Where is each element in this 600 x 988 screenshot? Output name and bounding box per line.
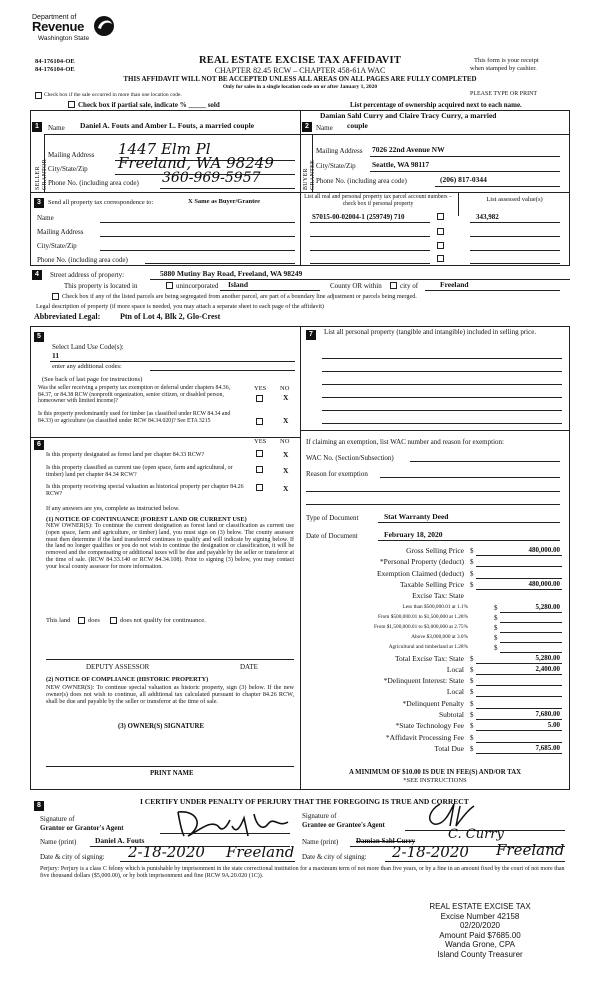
correspondence-label: Send all property tax correspondence to: [48,199,154,206]
segregated-checkbox[interactable] [52,293,59,300]
seller-name-label: Name [48,124,65,132]
tax-row-currency: $ [494,634,498,643]
tax-row-currency: $ [470,665,474,674]
reason-label: Reason for exemption [306,470,368,478]
doc-date-label: Date of Document [306,532,358,540]
stamp-line-1: REAL ESTATE EXCISE TAX [429,902,531,911]
tax-row-currency: $ [470,688,474,697]
buyer-citystate-label: City/State/Zip [316,162,356,170]
designation-q3-yes-checkbox[interactable] [256,484,263,491]
tax-row-value[interactable]: 5,280.00 [535,602,560,611]
assessed-value[interactable]: 343,982 [476,213,499,221]
land-use-q1-answer[interactable]: X [283,393,289,402]
partial-sale-checkbox[interactable] [68,101,75,108]
multi-location-checkbox[interactable] [35,92,42,99]
see-back-label: (See back of last page for instructions) [42,376,143,383]
form-warning: THIS AFFIDAVIT WILL NOT BE ACCEPTED UNLESS ALL AREAS ON ALL PAGES ARE FULLY COMPLETED [123,75,477,83]
grantor-date[interactable]: 2-18-2020 [128,843,205,861]
grantee-date[interactable]: 2-18-2020 [392,843,469,861]
street-label: Street address of property: [50,271,125,279]
tax-row-currency: $ [470,654,474,663]
designation-q3-answer[interactable]: X [283,484,289,493]
grantee-sig-label2: Grantee or Grantee's Agent [302,821,385,829]
yes-header-5: YES [254,385,267,392]
located-label: This property is located in [64,282,138,290]
assessed-header: List assessed value(s) [486,196,543,203]
tax-row-label: Less than $500,000.01 at 1.1% [402,603,468,610]
seller-phone[interactable]: 360-969-5957 [162,170,261,186]
tax-row-label: Above $3,000,000 at 3.0% [411,634,468,641]
grantor-date-label: Date & city of signing: [40,853,105,861]
designation-q2-answer[interactable]: X [283,466,289,475]
land-not-qualify-label: does not qualify for continuance. [120,617,206,624]
receipt-note-1: This form is your receipt [474,57,539,64]
tax-row-label: *State Technology Fee [395,721,464,731]
notice2-title: (2) NOTICE OF COMPLIANCE (HISTORIC PROPERTY) [46,676,209,683]
land-not-qualify-checkbox[interactable] [110,617,117,624]
stamp-line-4: Amount Paid $7685.00 [439,930,521,940]
tax-row-label: Exemption Claimed (deduct) [376,568,464,578]
tax-row-label: Taxable Selling Price [399,579,464,589]
section-8-badge: 8 [34,801,44,811]
perjury-notice: Perjury: Perjury is a class C felony which is punishable by imprisonment in the state correctional institution for a maximum term of not more than five years, or by a fine in an amount fixed by the court of not more than five thousand dollars ($5,000.00), or by both imprisonment and fine (RCW 9A.20.020 (1C)). [40,866,565,880]
grantor-city[interactable]: Freeland [226,843,295,861]
parcel-2-checkbox[interactable] [437,228,444,235]
treasurer-stamp [405,902,555,960]
grantee-date-label: Date & city of signing: [302,853,367,861]
grantee-name-hand[interactable]: C. Curry [448,827,504,842]
no-header-5: NO [280,385,290,392]
seller-mailing-label: Mailing Address [48,151,95,159]
buyer-phone-label: Phone No. (including area code) [316,177,407,185]
designation-q1-answer[interactable]: X [283,450,289,459]
grantor-name-label: Name (print) [40,838,77,846]
form-title: REAL ESTATE EXCISE TAX AFFIDAVIT [198,55,402,66]
yes-header-6: YES [254,438,267,445]
same-as-buyer[interactable]: X Same as Buyer/Grantee [188,198,261,205]
parcel-1-checkbox[interactable] [437,213,444,220]
tax-row-label: Subtotal [438,710,464,719]
land-use-q2-answer[interactable]: X [283,416,289,425]
owner-signature-label: (3) OWNER(S) SIGNATURE [118,723,204,730]
buyer-name-line2[interactable]: couple [347,121,368,130]
tax-row-label: Excise Tax: State [412,591,464,601]
wac-label: WAC No. (Section/Subsection) [306,454,394,462]
doc-date-value[interactable]: February 18, 2020 [384,530,443,539]
section-5-badge: 5 [34,332,44,342]
tax-row-label: *Delinquent Penalty [402,698,464,708]
land-use-code[interactable]: 11 [52,351,60,360]
print-name-label: PRINT NAME [150,770,194,777]
tax-row-currency: $ [494,613,498,622]
tax-row-currency: $ [494,603,498,612]
grantee-name-label: Name (print) [302,838,339,846]
tax-row-currency: $ [494,644,498,653]
if-yes-note: If any answers are yes, complete as instructed below. [46,505,180,512]
tax-row-currency: $ [470,699,474,708]
seller-name[interactable]: Daniel A. Fouts and Amber L. Fouts, a married couple [80,121,255,130]
unincorporated-label: unincorporated [176,282,219,290]
tax-row-value[interactable]: 5.00 [547,721,560,730]
form-chapter: CHAPTER 82.45 RCW – CHAPTER 458-61A WAC [214,66,386,75]
no-header-6: NO [280,438,290,445]
street-address[interactable]: 5880 Mutiny Bay Road, Freeland, WA 98249 [160,269,303,278]
city-of-label: city of [400,282,419,290]
stamp-line-3: 02/20/2020 [459,921,501,931]
legal-label: Legal description of property (if more space is needed, you may attach a separate sheet to each page of the affidavit) [36,303,324,310]
corr-phone-label: Phone No. (including area code) [37,256,128,264]
segregated-label: Check box if any of the listed parcels are being segregated from another parcel, are part of a boundary line adjustment or parcels being merged. [62,293,417,300]
tax-row-label: *Affidavit Processing Fee [385,732,464,742]
buyer-name-label: Name [316,124,333,132]
parcel-number[interactable]: S7015-00-02004-1 (259749) 710 [312,213,405,221]
tax-row-label: Total Excise Tax: State [394,653,464,663]
certify-statement: I CERTIFY UNDER PENALTY OF PERJURY THAT THE FOREGOING IS TRUE AND CORRECT [140,797,469,806]
tax-row-label: From $500,000.01 to $1,500,000 at 1.28% [377,613,468,620]
grantee-name[interactable]: Damian Sahl Curry [356,837,416,845]
personal-property-label: List all personal property (tangible and intangible) included in selling price. [324,328,537,336]
tax-row-label: *Personal Property (deduct) [379,557,464,567]
grantor-signature[interactable] [170,806,300,840]
tax-row-value[interactable]: 480,000.00 [528,546,560,554]
grantee-sig-label: Signature of [302,812,337,820]
logo-state: Washington State [38,35,90,42]
designation-q2-yes-checkbox[interactable] [256,466,263,473]
parcel-3-checkbox[interactable] [437,242,444,249]
additional-codes-label: enter any additional codes: [52,363,122,370]
partial-sale-label: Check box if partial sale, indicate % _____ sold [78,101,220,109]
tax-row-value[interactable]: 2,400.00 [535,664,560,673]
exemption-claim-label: If claiming an exemption, list WAC number and reason for exemption: [306,438,504,446]
land-does-label: does [88,617,100,624]
grantee-signature[interactable] [420,800,490,830]
buyer-mailing-label: Mailing Address [316,147,363,155]
stamp-line-6: Island County Treasurer [437,949,523,959]
tax-row-label: From $1,500,000.01 to $3,000,000 at 2.75% [373,623,468,630]
section-6-badge: 6 [34,440,44,450]
stamp-line-2: Excise Number 42158 [440,911,520,921]
land-use-q1-yes-checkbox[interactable] [256,395,263,402]
section-3-badge: 3 [34,198,44,208]
tax-row-label: *Delinquent Interest: State [383,676,464,686]
tax-row-currency: $ [470,733,474,742]
notice1-title: (1) NOTICE OF CONTINUANCE (FOREST LAND OR CURRENT USE) [46,516,247,523]
receipt-note-2: when stamped by cashier. [470,65,537,72]
land-use-q2-yes-checkbox[interactable] [256,418,263,425]
deputy-assessor-label: DEPUTY ASSESSOR [86,663,150,671]
grantor-sig-label2: Grantor or Grantor's Agent [40,824,124,832]
please-type: PLEASE TYPE OR PRINT [470,91,538,97]
city-checkbox[interactable] [390,282,397,289]
designation-q3: Is this property receiving special valuation as historical property per chapter 84.26 RCW? [46,484,244,497]
minimum-fee-note: A MINIMUM OF $10.00 IS DUE IN FEE(S) AND/OR TAX [348,769,522,776]
land-does-checkbox[interactable] [78,617,85,624]
land-use-q2: Is this property predominantly used for timber (as classified under RCW 84.34 and 84.33) or agriculture (as classified under RCW 84.34.020)? See ETA 3215 [38,411,231,424]
tax-row-label: Agricultural and timberland at 1.28% [388,644,468,651]
abbrev-legal-label: Abbreviated Legal: [34,312,101,321]
tax-row-currency: $ [470,711,474,719]
multi-location-label: Check box if the sale occurred in more than one location code. [44,92,182,98]
tax-row-label: Total Due [434,743,464,753]
tax-row-label: Local [446,687,464,697]
sales-note: Only for sales in a single location code on or after January 1, 2020 [222,84,378,90]
grantee-city[interactable]: Freeland [496,841,565,859]
ownership-list-label: List percentage of ownership acquired next to each name. [350,101,522,109]
designation-q1-yes-checkbox[interactable] [256,450,263,457]
logo-revenue: Revenue [32,19,85,34]
notice1-text: NEW OWNER(S): To continue the current designation as forest land or classification as current use (open space, farm and agriculture, or timber) land, you must sign on (3) below. The county assessor must then determine if the land transferred continues to qualify and will indicate by signing below. If the land no longer qualifies or you do not wish to continue the designation or classification, it will be removed and the compensating or additional taxes will be due and payable by the seller or transferor at the time of sale. (RCW 84.33.140 or RCW 84.34.108). Prior to signing (3) below, you may contact your local county assessor for more information. [46,523,294,570]
seller-side-label: SELLER GRANTOR [35,159,48,190]
corr-mailing-label: Mailing Address [37,228,84,236]
section-2-badge: 2 [302,122,312,132]
notice2-text: NEW OWNER(S): To continue special valuation as historic property, sign (3) below. If the new owner(s) does not wish to continue, all additional tax calculated pursuant to chapter 84.26 RCW, shall be due and payable by the seller or transferor at the time of sale. [46,684,294,705]
parcel-header: List all real and personal property tax parcel account numbers – check box if personal property [304,194,452,207]
tax-row-currency: $ [470,677,474,686]
stamp-line-5: Wanda Grone, CPA [445,940,515,950]
seller-phone-label: Phone No. (including area code) [48,179,139,187]
form-code-1: 84-176104-OE [35,58,75,65]
buyer-citystate[interactable]: Seattle, WA 98117 [372,160,430,169]
section-1-badge: 1 [32,122,42,132]
tax-row-currency: $ [470,547,474,555]
doc-type-label: Type of Document [306,514,359,522]
section-4-badge: 4 [32,270,42,280]
designation-q2: Is this property classified as current use (open space, farm and agricultural, or timber) land per chapter 84.34 RCW? [46,465,233,478]
see-instructions-note: *SEE INSTRUCTIONS [403,777,467,784]
county-label: County OR within [330,282,382,290]
corr-citystate-label: City/State/Zip [37,242,77,250]
tax-row-currency: $ [470,744,474,753]
buyer-mailing[interactable]: 7026 22nd Avenue NW [372,145,445,154]
grantor-sig-label: Signature of [40,815,75,823]
tax-row-currency: $ [470,722,474,731]
tax-row-currency: $ [494,623,498,632]
tax-row-value[interactable]: 7,680.00 [535,710,560,718]
seller-mailing[interactable]: 1447 Elm Pl [118,140,211,158]
form-code-2: 84-176104-OE [35,66,75,73]
doc-type-value[interactable]: Stat Warranty Deed [384,512,449,521]
tax-row-currency: $ [470,580,474,589]
tax-row-value[interactable]: 480,000.00 [528,579,560,588]
tax-row-currency: $ [470,569,474,578]
land-use-label: Select Land Use Code(s): [52,343,124,351]
dor-logo [32,14,122,54]
designation-q1: Is this property designated as forest land per chapter 84.33 RCW? [46,452,205,458]
land-use-q1: Was the seller receiving a property tax exemption or deferral under chapters 84.36, 84.37, or 84.38 RCW (nonprofit organization, senior citizen, or disabled person, homeowner with limited income)? [38,385,231,405]
seller-citystate[interactable]: Freeland, WA 98249 [118,154,274,172]
tax-row-value[interactable]: 7,685.00 [535,743,560,752]
corr-name-label: Name [37,214,54,222]
parcel-4-checkbox[interactable] [437,255,444,262]
unincorporated-checkbox[interactable] [166,282,173,289]
this-land-label: This land [46,617,71,624]
seller-citystate-label: City/State/Zip [48,165,88,173]
county-value[interactable]: Island [228,280,249,289]
abbrev-legal[interactable]: Ptn of Lot 4, Blk 2, Glo-Crest [120,312,221,321]
tax-row-value[interactable]: 5,280.00 [535,653,560,662]
buyer-phone[interactable]: (206) 817-0344 [440,175,487,184]
logo-swirl-icon [92,14,116,38]
logo-dept-line: Department of [32,14,77,21]
city-value[interactable]: Freeland [440,280,469,289]
section-7-badge: 7 [306,330,316,340]
assessor-date-label: DATE [240,663,258,671]
tax-row-currency: $ [470,558,474,567]
tax-row-label: Gross Selling Price [406,546,464,555]
tax-row-label: Local [446,664,464,674]
grantor-name[interactable]: Daniel A. Fouts [95,836,145,845]
buyer-side-label: BUYER GRANTEE [303,159,316,190]
buyer-name-line1[interactable]: Damian Sahl Curry and Claire Tracy Curry, a married [320,111,497,120]
